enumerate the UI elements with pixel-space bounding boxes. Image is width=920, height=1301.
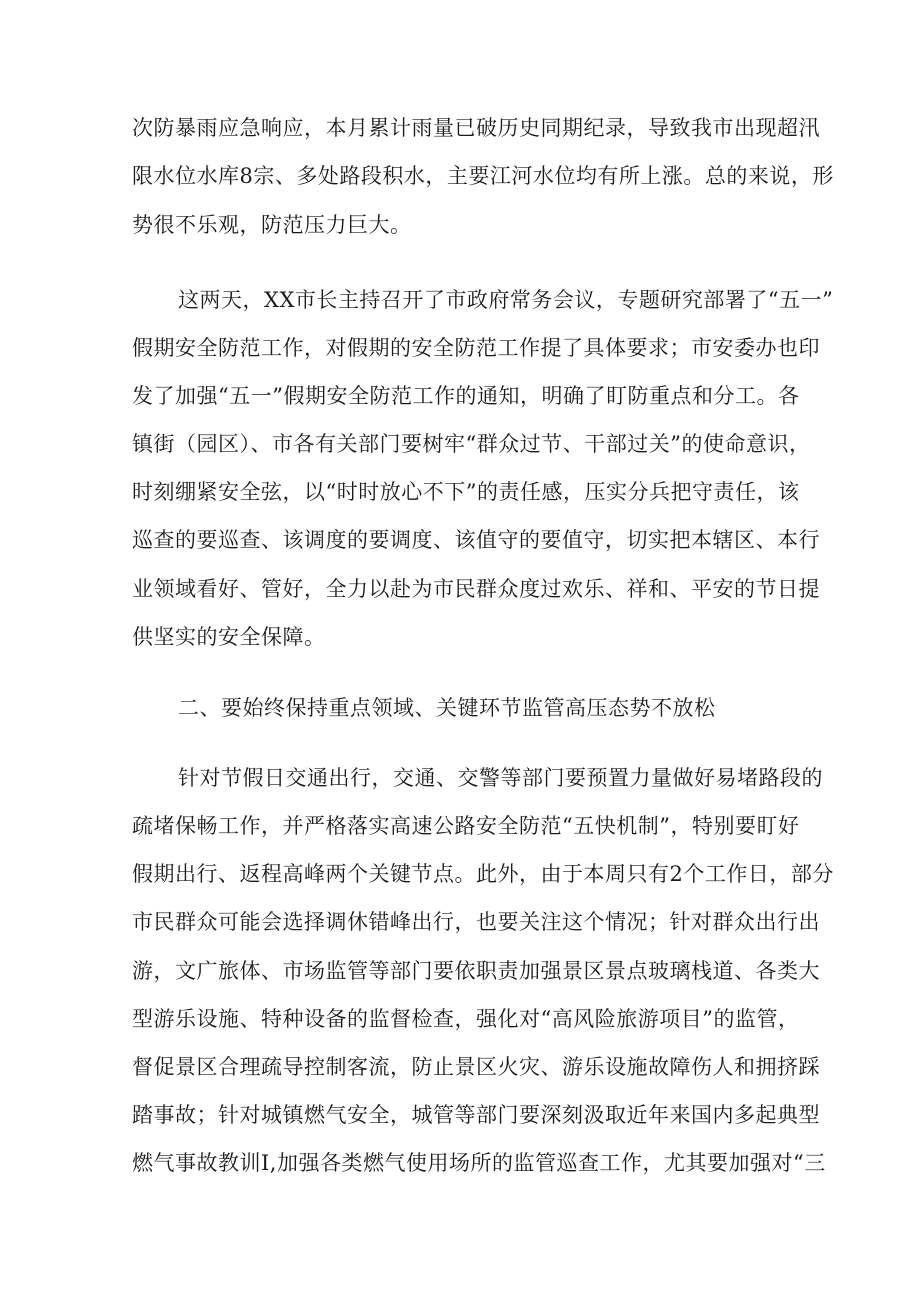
text-line: 时刻绷紧安全弦，以“时时放心不下”的责任感，压实分兵把守责任，该 — [132, 480, 800, 504]
text-line: 限水位水库8宗、多处路段积水，主要江河水位均有所上涨。总的来说，形 — [132, 164, 834, 188]
text-line: 游，文广旅体、市场监管等部门要依职责加强景区景点玻璃栈道、各类大 — [132, 959, 820, 983]
text-line: 镇街（园区）、市各有关部门要树牢“群众过节、干部过关”的使命意识， — [132, 432, 811, 456]
text-line: 型游乐设施、特种设备的监督检查，强化对“高风险旅游项目”的监管， — [132, 1007, 800, 1031]
text-line: 供坚实的安全保障。 — [132, 625, 326, 649]
text-line: 针对节假日交通出行，交通、交警等部门要预置力量做好易堵路段的 — [178, 766, 823, 790]
text-line: 假期安全防范工作，对假期的安全防范工作提了具体要求；市安委办也印 — [132, 336, 820, 360]
text-line: 疏堵保畅工作，并严格落实高速公路安全防范“五快机制”，特别要盯好 — [132, 814, 800, 838]
text-line: 督促景区合理疏导控制客流，防止景区火灾、游乐设施故障伤人和拥挤踩 — [132, 1055, 820, 1079]
text-line: 势很不乐观，防范压力巨大。 — [132, 213, 412, 237]
section-heading: 二、要始终保持重点领域、关键环节监管高压态势不放松 — [178, 696, 716, 720]
text-line: 次防暴雨应急响应，本月累计雨量已破历史同期纪录，导致我市出现超汛 — [132, 116, 820, 140]
text-line: 业领域看好、管好，全力以赴为市民群众度过欢乐、祥和、平安的节日提 — [132, 577, 820, 601]
text-line: 燃气事故教训I,加强各类燃气使用场所的监管巡查工作，尤其要加强对“三 — [132, 1151, 826, 1175]
text-line: 发了加强“五一”假期安全防范工作的通知，明确了盯防重点和分工。各 — [132, 384, 800, 408]
text-line: 巡查的要巡查、该调度的要调度、该值守的要值守，切实把本辖区、本行 — [132, 528, 820, 552]
text-line: 踏事故；针对城镇燃气安全，城管等部门要深刻汲取近年来国内多起典型 — [132, 1103, 820, 1127]
text-line: 假期出行、返程高峰两个关键节点。此外，由于本周只有2个工作日，部分 — [132, 862, 834, 886]
text-line: 这两天，XX市长主持召开了市政府常务会议，专题研究部署了“五一” — [178, 288, 834, 312]
text-line: 市民群众可能会选择调休错峰出行，也要关注这个情况；针对群众出行出 — [132, 910, 820, 934]
